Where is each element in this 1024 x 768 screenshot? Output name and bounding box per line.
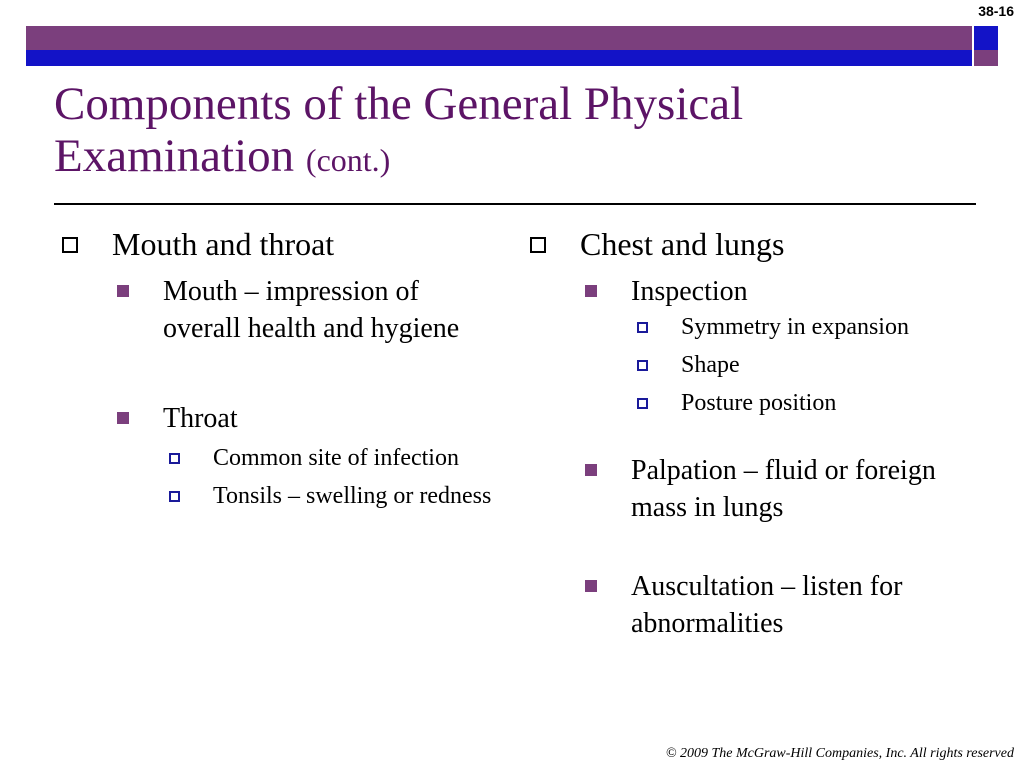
right-subitem-text: Posture position: [681, 390, 837, 416]
left-subitem-text: Tonsils – swelling or redness: [213, 483, 492, 509]
left-subitem-text: Common site of infection: [213, 445, 459, 471]
left-item-throat: [117, 400, 492, 437]
right-subitem-text: Shape: [681, 352, 740, 378]
right-item-label: Palpation – fluid or foreign mass in lungs: [631, 455, 936, 523]
right-item-palpation: [585, 452, 970, 526]
right-subitem-text: Symmetry in expansion: [681, 314, 909, 340]
header-square-purple: [974, 50, 998, 66]
slide-number: 38-16: [978, 3, 1014, 19]
right-heading-text: Chest and lungs: [580, 226, 785, 262]
left-heading: [62, 225, 492, 263]
right-subitem: [637, 388, 970, 418]
slide-title: [54, 78, 984, 186]
hollow-square-bullet-icon: [169, 453, 180, 464]
left-item-label: Mouth – impression of overall health and hygiene: [163, 276, 460, 344]
hollow-square-bullet-icon: [169, 491, 180, 502]
right-item-auscultation: [585, 568, 970, 642]
hollow-square-bullet-icon: [530, 237, 546, 253]
copyright-notice: © 2009 The McGraw-Hill Companies, Inc. All rights reserved: [665, 746, 1014, 761]
hollow-square-bullet-icon: [637, 360, 648, 371]
title-divider: [54, 203, 976, 205]
right-item-label: Inspection: [631, 276, 748, 307]
header-bar-purple: [26, 26, 972, 50]
hollow-square-bullet-icon: [637, 322, 648, 333]
filled-square-bullet-icon: [585, 464, 597, 476]
filled-square-bullet-icon: [585, 580, 597, 592]
header-square-blue: [974, 26, 998, 50]
left-subitem: [169, 481, 492, 511]
right-subitem: [637, 312, 970, 342]
left-item-mouth: [117, 273, 492, 347]
right-item-label: Auscultation – listen for abnormalities: [631, 571, 903, 639]
right-item-inspection: [585, 273, 970, 310]
right-subitem: [637, 350, 970, 380]
left-heading-text: Mouth and throat: [112, 226, 335, 262]
filled-square-bullet-icon: [117, 285, 129, 297]
filled-square-bullet-icon: [117, 412, 129, 424]
title-suffix: (cont.): [305, 142, 391, 178]
right-column: [530, 225, 970, 642]
hollow-square-bullet-icon: [62, 237, 78, 253]
header-bar-blue: [26, 50, 972, 66]
left-subitem: [169, 443, 492, 473]
left-item-label: Throat: [163, 403, 238, 434]
title-main: Components of the General Physical Examination: [54, 78, 744, 182]
filled-square-bullet-icon: [585, 285, 597, 297]
right-heading: [530, 225, 970, 263]
left-column: [62, 225, 492, 511]
hollow-square-bullet-icon: [637, 398, 648, 409]
